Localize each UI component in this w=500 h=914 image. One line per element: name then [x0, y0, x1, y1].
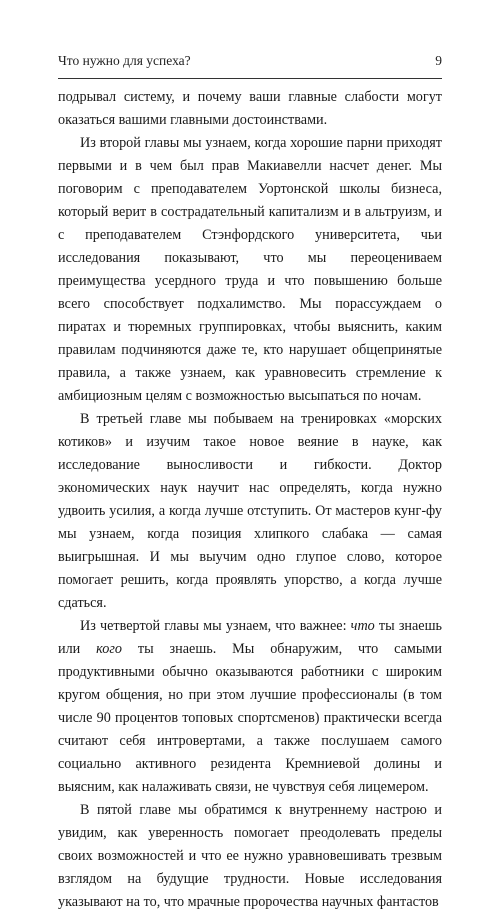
page-number: 9 [435, 53, 442, 68]
paragraph [58, 615, 442, 799]
body-text [58, 86, 442, 914]
paragraph: Из второй главы мы узнаем, когда хорошие парни приходят первыми и в чем был прав Макиавелли насчет денег. Мы поговорим с преподавателем Уортонской школы бизнеса, который верит в сострадательный капитализм и в альтруизм, и с преподавателем Стэнфордского университета, чьи исследования показывают, что мы переоцениваем преимущества усердного труда и что повышению больше всего способствует подхалимство. Мы порассуждаем о пиратах и тюремных группировках, чтобы выяснить, каким правилам подчиняются даже те, кто нарушает общепринятые правила, а также узнаем, как уравновесить стремление к амбициозным целям с возможностью высыпаться по ночам. [58, 135, 442, 404]
text-run: ты знаешь или [58, 618, 443, 657]
emphasis-whom: кого [96, 641, 122, 657]
text-run: Из четвертой главы мы узнаем, что важнее: [80, 618, 351, 634]
header-rule [58, 78, 442, 79]
text-run: ты знаешь. Мы обнаружим, что самыми продуктивными обычно оказываются работники с широким кругом общения, но при этом лучшие профессионалы (в том числе 90 процентов топовых спортсменов) практически всегда считают себя интровертами, а также послушаем самого социально активного резидента Кремниевой долины и выясним, как налаживать связи, не чувствуя себя лицемером. [58, 641, 443, 795]
running-head [58, 50, 442, 74]
running-head-title: Что нужно для успеха? [58, 53, 191, 68]
paragraph: подрывал систему, и почему ваши главные слабости могут оказаться вашими главными достоинствами. [58, 89, 442, 128]
emphasis-what: что [350, 618, 375, 634]
paragraph: В третьей главе мы побываем на тренировках «морских котиков» и изучим такое новое веяние в науке, как исследование выносливости и гибкости. Доктор экономических наук научит нас определять, когда нужно удвоить усилия, а когда лучше отступить. От мастеров кунг-фу мы узнаем, когда позиция хлипкого слабака — самая выигрышная. И мы выучим одно глупое слово, которое помогает решить, когда проявлять упорство, а когда лучше сдаться. [58, 411, 442, 611]
paragraph: В пятой главе мы обратимся к внутреннему настрою и увидим, как уверенность помогает преодолевать пределы своих возможностей и что ее нужно уравновешивать трезвым взглядом на будущие трудности. Новые исследования указывают на то, что мрачные пророчества научных фантастов [58, 802, 442, 910]
